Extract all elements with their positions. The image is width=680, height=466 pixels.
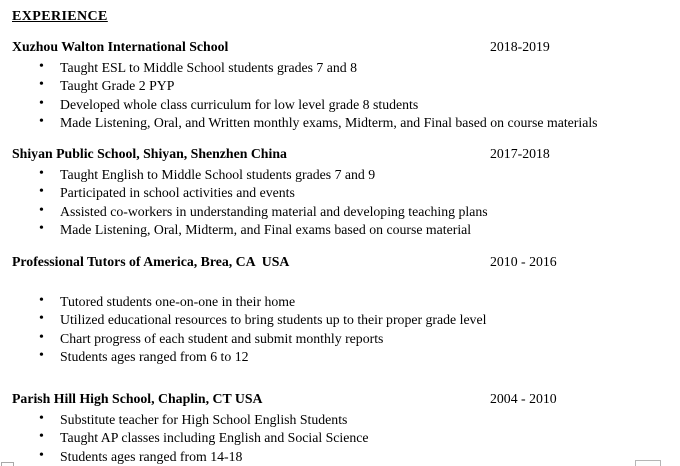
- job-bullet: [12, 330, 680, 349]
- bullet-icon: •: [39, 429, 44, 444]
- bullet-text: Developed whole class curriculum for low level grade 8 students: [60, 96, 419, 112]
- job-bullet: [12, 293, 680, 312]
- bullet-icon: •: [39, 410, 44, 426]
- bullet-text: Utilized educational resources to bring students up to their proper grade level: [60, 312, 487, 327]
- job-bullet: [12, 203, 680, 222]
- bullet-icon: •: [39, 329, 44, 345]
- bullet-icon: •: [39, 202, 44, 218]
- job-bullet: [12, 166, 680, 185]
- bullet-text: Students ages ranged from 6 to 12: [60, 349, 249, 364]
- section-title-experience: EXPERIENCE: [12, 9, 108, 24]
- bullet-text: Assisted co-workers in understanding material and developing teaching plans: [60, 203, 488, 219]
- job-bullet-list: [12, 59, 680, 133]
- bullet-icon: •: [39, 184, 44, 199]
- bullet-text: Taught English to Middle School students grades 7 and 9: [60, 166, 376, 182]
- cropped-box-edge-right: [635, 460, 661, 466]
- bullet-icon: •: [39, 58, 44, 74]
- bullet-text: Substitute teacher for High School English Students: [60, 411, 348, 427]
- job-dates: 2004 - 2010: [490, 391, 557, 406]
- bullet-icon: •: [39, 348, 44, 363]
- job-entry-shiyan-public: [12, 145, 680, 240]
- bullet-text: Taught AP classes including English and Social Science: [60, 430, 369, 445]
- job-bullet: [12, 448, 680, 466]
- job-header: [12, 253, 680, 272]
- bullet-text: Taught ESL to Middle School students grades 7 and 8: [60, 59, 358, 75]
- bullet-text: Tutored students one-on-one in their home: [60, 293, 296, 309]
- cropped-box-edge-left: [1, 462, 14, 466]
- job-dates: 2018-2019: [490, 39, 550, 54]
- job-entry-parish-hill: [12, 390, 680, 466]
- bullet-icon: •: [39, 447, 44, 463]
- bullet-icon: •: [39, 221, 44, 236]
- job-header: [12, 38, 680, 57]
- bullet-text: Chart progress of each student and submit monthly reports: [60, 330, 384, 346]
- job-bullet: [12, 77, 680, 96]
- job-bullet: [12, 96, 680, 115]
- job-bullet: [12, 114, 680, 133]
- bullet-icon: •: [39, 292, 44, 308]
- job-bullet: [12, 348, 680, 367]
- bullet-text: Students ages ranged from 14-18: [60, 448, 243, 464]
- job-title: Shiyan Public School, Shiyan, Shenzhen China: [12, 146, 287, 161]
- job-title: Xuzhou Walton International School: [12, 39, 229, 54]
- bullet-icon: •: [39, 114, 44, 129]
- bullet-icon: •: [39, 95, 44, 111]
- bullet-icon: •: [39, 165, 44, 181]
- job-header: [12, 145, 680, 164]
- job-bullet-list: [12, 411, 680, 466]
- bullet-text: Participated in school activities and events: [60, 185, 295, 200]
- job-title: Parish Hill High School, Chaplin, CT USA: [12, 391, 263, 406]
- bullet-text: Made Listening, Oral, and Written monthly exams, Midterm, and Final based on course materials: [60, 115, 598, 130]
- job-dates: 2010 - 2016: [490, 254, 557, 269]
- job-bullet-list: [12, 293, 680, 367]
- job-title: Professional Tutors of America, Brea, CA USA: [12, 254, 290, 269]
- job-bullet-list: [12, 166, 680, 240]
- bullet-icon: •: [39, 311, 44, 326]
- bullet-icon: •: [39, 77, 44, 92]
- job-dates: 2017-2018: [490, 146, 550, 161]
- job-entry-professional-tutors: [12, 253, 680, 367]
- job-bullet: [12, 429, 680, 448]
- bullet-text: Made Listening, Oral, Midterm, and Final exams based on course material: [60, 222, 472, 237]
- job-bullet: [12, 311, 680, 330]
- job-bullet: [12, 59, 680, 78]
- job-entry-xuzhou-walton: [12, 38, 680, 133]
- job-bullet: [12, 184, 680, 203]
- bullet-text: Taught Grade 2 PYP: [60, 78, 175, 93]
- job-header: [12, 390, 680, 409]
- job-bullet: [12, 221, 680, 240]
- job-bullet: [12, 411, 680, 430]
